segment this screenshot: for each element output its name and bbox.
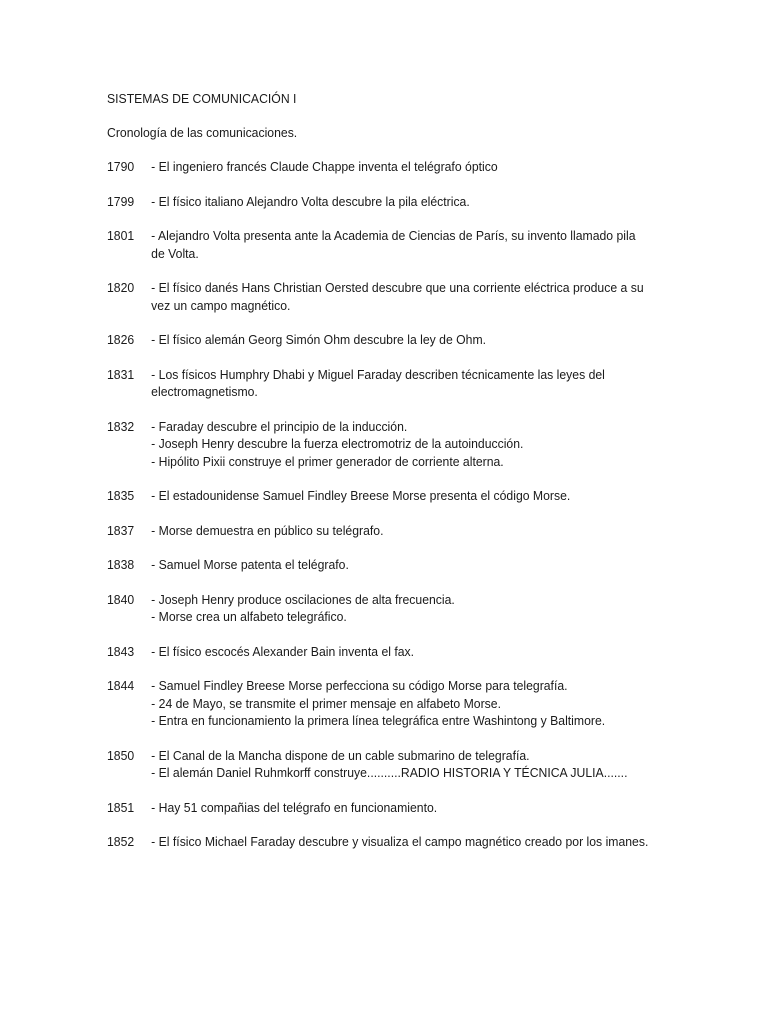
chronology-entry <box>107 418 652 471</box>
chronology-entry <box>107 227 652 262</box>
entry-event-text: - Alejandro Volta presenta ante la Academia de Ciencias de París, su invento llamado pila de Volta. <box>151 228 636 261</box>
entry-year: 1852 <box>107 834 135 849</box>
entry-events <box>151 747 652 782</box>
entry-event-text: - Morse demuestra en público su telégrafo. <box>151 522 384 538</box>
entry-year: 1826 <box>107 332 135 347</box>
chronology-entry <box>107 366 652 401</box>
entry-year: 1850 <box>107 747 135 763</box>
entry-event-text: - Hipólito Pixii construye el primer generador de corriente alterna. <box>151 453 504 469</box>
entry-event-text: - Hay 51 compañias del telégrafo en funcionamiento. <box>151 799 438 815</box>
chronology-entry <box>107 643 652 661</box>
chronology-list <box>107 158 652 851</box>
entry-event-text: - Samuel Findley Breese Morse perfecciona su código Morse para telegrafía. <box>151 678 568 693</box>
entry-event-text: - El físico alemán Georg Simón Ohm descubre la ley de Ohm. <box>151 332 487 347</box>
entry-year: 1843 <box>107 643 135 659</box>
entry-event-text: - El físico escocés Alexander Bain inventa el fax. <box>151 643 415 659</box>
chronology-entry <box>107 522 652 540</box>
chronology-entry <box>107 193 652 211</box>
entry-event-text: - El físico Michael Faraday descubre y visualiza el campo magnético creado por los imanes. <box>151 834 649 849</box>
entry-year: 1790 <box>107 159 135 174</box>
entry-events <box>151 418 652 471</box>
entry-event-text: - Morse crea un alfabeto telegráfico. <box>151 609 347 624</box>
entry-event-text: - El Canal de la Mancha dispone de un cable submarino de telegrafía. <box>151 747 530 763</box>
entry-events <box>151 331 652 349</box>
entry-year: 1844 <box>107 678 135 693</box>
entry-event-text: - El físico italiano Alejandro Volta descubre la pila eléctrica. <box>151 193 470 209</box>
chronology-entry <box>107 591 652 626</box>
entry-events <box>151 643 652 661</box>
entry-event-text: - Entra en funcionamiento la primera línea telegráfica entre Washintong y Baltimore. <box>151 713 606 728</box>
chronology-entry <box>107 158 652 176</box>
entry-events <box>151 366 652 401</box>
entry-event-text: - Los físicos Humphry Dhabi y Miguel Faraday describen técnicamente las leyes del electromagnetismo. <box>151 366 605 399</box>
entry-events <box>151 833 652 851</box>
entry-events <box>151 556 652 574</box>
entry-events <box>151 591 652 626</box>
entry-event-text: - Faraday descubre el principio de la inducción. <box>151 418 408 434</box>
entry-events <box>151 677 652 730</box>
entry-event-text: - Joseph Henry descubre la fuerza electromotriz de la autoinducción. <box>151 436 524 451</box>
chronology-entry <box>107 833 652 851</box>
entry-year: 1835 <box>107 488 135 503</box>
document-title: SISTEMAS DE COMUNICACIÓN I <box>107 91 297 106</box>
chronology-entry <box>107 799 652 817</box>
document-body <box>107 90 652 868</box>
entry-events <box>151 799 652 817</box>
entry-year: 1799 <box>107 193 135 209</box>
entry-event-text: - Joseph Henry produce oscilaciones de alta frecuencia. <box>151 591 455 607</box>
chronology-entry <box>107 556 652 574</box>
entry-year: 1831 <box>107 366 135 382</box>
chronology-entry <box>107 279 652 314</box>
entry-year: 1801 <box>107 228 135 243</box>
entry-event-text: - El ingeniero francés Claude Chappe inventa el telégrafo óptico <box>151 159 498 174</box>
entry-year: 1838 <box>107 557 135 572</box>
entry-event-text: - Samuel Morse patenta el telégrafo. <box>151 557 349 572</box>
entry-events <box>151 522 652 540</box>
chronology-entry <box>107 331 652 349</box>
chronology-entry <box>107 747 652 782</box>
entry-events <box>151 158 652 176</box>
entry-events <box>151 279 652 314</box>
entry-year: 1837 <box>107 522 135 538</box>
entry-year: 1820 <box>107 280 135 295</box>
entry-event-text: - El alemán Daniel Ruhmkorff construye..........RADIO HISTORIA Y TÉCNICA JULIA....... <box>151 765 628 780</box>
entry-year: 1840 <box>107 591 135 607</box>
entry-event-text: - El estadounidense Samuel Findley Breese Morse presenta el código Morse. <box>151 488 571 503</box>
entry-events <box>151 227 652 262</box>
entry-year: 1851 <box>107 799 135 815</box>
entry-event-text: - El físico danés Hans Christian Oersted descubre que una corriente eléctrica produce a su vez un campo magnético. <box>151 280 644 313</box>
entry-events <box>151 193 652 211</box>
entry-events <box>151 487 652 505</box>
entry-year: 1832 <box>107 418 135 434</box>
chronology-entry <box>107 677 652 730</box>
entry-event-text: - 24 de Mayo, se transmite el primer mensaje en alfabeto Morse. <box>151 695 501 711</box>
document-subtitle: Cronología de las comunicaciones. <box>107 124 298 140</box>
chronology-entry <box>107 487 652 505</box>
